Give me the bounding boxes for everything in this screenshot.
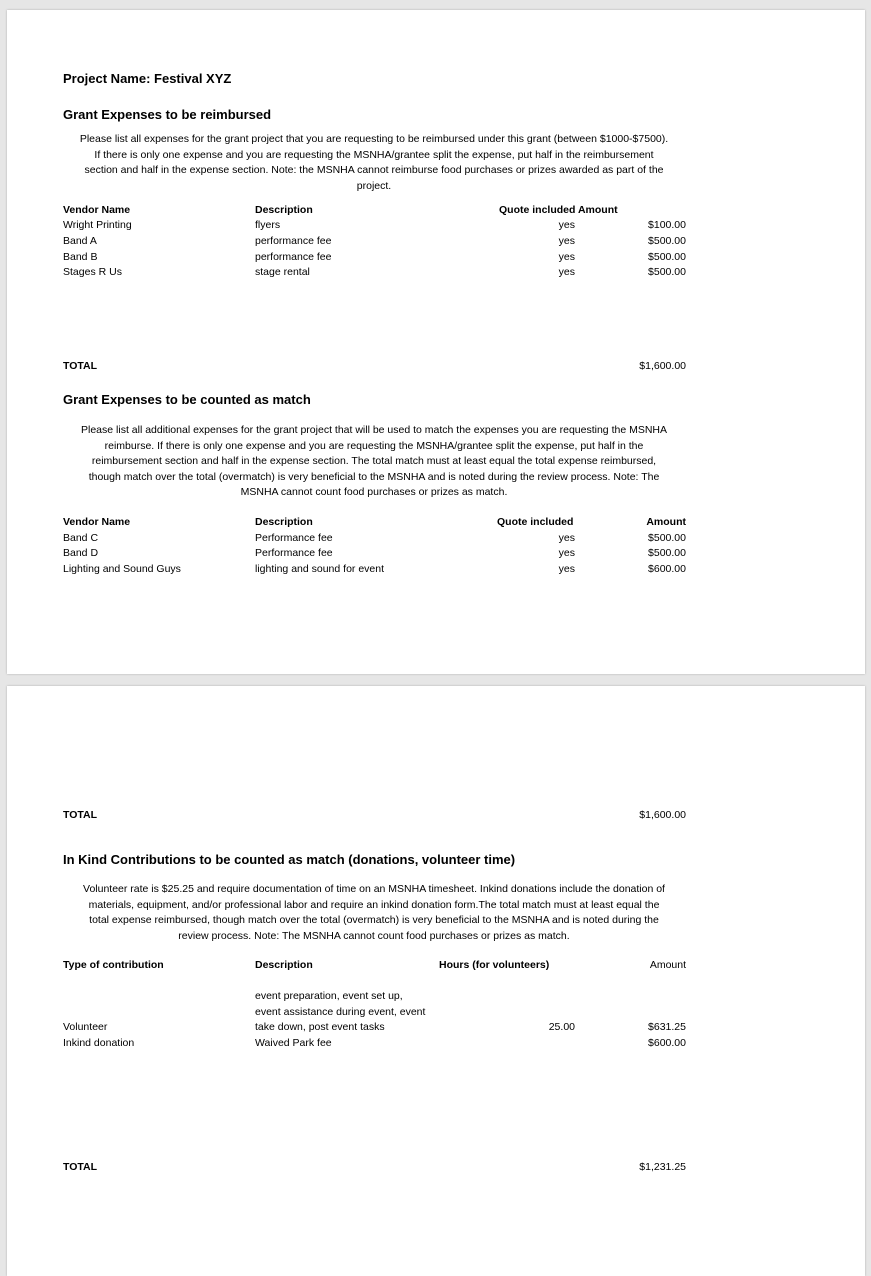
header-type-of-contribution: Type of contribution — [63, 959, 164, 971]
header-description: Description — [255, 204, 313, 216]
project-name: Project Name: Festival XYZ — [63, 71, 232, 86]
instruction-line: total expense reimbursed, though match over the total (overmatch) is very beneficial to the MSNHA and is noted during the — [89, 914, 659, 926]
amount-cell: $500.00 — [648, 266, 686, 278]
description-cell: Performance fee — [255, 532, 333, 544]
instruction-line: materials, equipment, and/or professional labor and require an inkind donation form.The total match must at least equal the — [88, 898, 660, 911]
description-line: event preparation, event set up, — [255, 990, 403, 1002]
total-value: $1,600.00 — [639, 809, 686, 821]
instruction-line: If there is only one expense and you are requesting the MSNHA/grantee split the expense, put half in the reimbursement — [94, 148, 654, 161]
description-cell — [255, 989, 425, 1036]
vendor-cell: Stages R Us — [63, 266, 122, 278]
type-cell: Inkind donation — [63, 1037, 135, 1049]
instructions-match — [47, 423, 701, 501]
header-hours: Hours (for volunteers) — [439, 959, 550, 971]
instruction-line: project. — [356, 179, 392, 192]
document-page-1 — [7, 10, 865, 674]
amount-cell: $600.00 — [648, 563, 686, 575]
amount-cell: $631.25 — [648, 1021, 686, 1033]
header-quote-amount: Quote included Amount — [499, 204, 618, 216]
header-amount: Amount — [646, 516, 686, 528]
section-title-inkind: In Kind Contributions to be counted as match (donations, volunteer time) — [63, 852, 516, 867]
total-label: TOTAL — [63, 1161, 98, 1173]
total-value: $1,600.00 — [639, 360, 686, 372]
amount-cell: $500.00 — [648, 251, 686, 263]
document-page-2 — [7, 686, 865, 1276]
vendor-cell: Lighting and Sound Guys — [63, 563, 181, 575]
quote-cell: yes — [558, 563, 575, 575]
quote-cell: yes — [558, 235, 575, 247]
description-line: event assistance during event, event — [255, 1005, 426, 1018]
instruction-line: reimburse. If there is only one expense and you are requesting the MSNHA/grantee split the expense, put half in the — [104, 439, 644, 452]
instructions-reimbursed — [47, 132, 701, 194]
description-cell: lighting and sound for event — [255, 563, 385, 575]
vendor-cell: Band B — [63, 251, 98, 263]
header-quote-included: Quote included — [497, 516, 574, 528]
vendor-cell: Band C — [63, 532, 99, 544]
quote-cell: yes — [558, 251, 575, 263]
vendor-cell: Band D — [63, 547, 99, 559]
header-vendor-name: Vendor Name — [63, 204, 131, 216]
instruction-line: review process. Note: The MSNHA cannot count food purchases or prizes as match. — [178, 929, 570, 942]
description-cell: performance fee — [255, 251, 332, 263]
total-value: $1,231.25 — [639, 1161, 686, 1173]
amount-cell: $600.00 — [648, 1037, 686, 1049]
description-line: take down, post event tasks — [255, 1021, 385, 1033]
instruction-line: though match over the total (overmatch) is very beneficial to the MSNHA and is noted during the review process. Note: The — [88, 470, 660, 483]
section-title-match: Grant Expenses to be counted as match — [63, 392, 311, 407]
instruction-line: Volunteer rate is $25.25 and require documentation of time on an MSNHA timesheet. Inkind donations include the donation of — [83, 883, 665, 895]
total-label: TOTAL — [63, 360, 98, 372]
type-cell: Volunteer — [63, 1021, 108, 1033]
instruction-line: section and half in the expense section. Note: the MSNHA cannot reimburse food purchases or prizes awarded as part of the — [84, 164, 664, 176]
instruction-line: reimbursement section and half in the expense section. The total match must at least equal the total expense reimbursed, — [91, 455, 657, 467]
description-cell: flyers — [255, 219, 281, 231]
description-cell: Waived Park fee — [255, 1037, 332, 1049]
vendor-cell: Wright Printing — [63, 219, 132, 231]
amount-cell: $100.00 — [648, 219, 686, 231]
amount-cell: $500.00 — [648, 235, 686, 247]
amount-cell: $500.00 — [648, 547, 686, 559]
description-cell: Performance fee — [255, 547, 333, 559]
instruction-line: Please list all expenses for the grant project that you are requesting to be reimbursed under this grant (between $1000-$7500). — [79, 133, 669, 145]
total-label: TOTAL — [63, 809, 98, 821]
amount-cell: $500.00 — [648, 532, 686, 544]
header-vendor-name: Vendor Name — [63, 516, 131, 528]
section-title-reimbursed: Grant Expenses to be reimbursed — [63, 107, 272, 122]
description-cell: performance fee — [255, 235, 332, 247]
vendor-cell: Band A — [63, 235, 97, 247]
header-description: Description — [255, 516, 313, 528]
instruction-line: MSNHA cannot count food purchases or prizes as match. — [240, 486, 508, 498]
hours-cell: 25.00 — [548, 1021, 575, 1033]
instructions-inkind — [47, 882, 701, 944]
quote-cell: yes — [558, 547, 575, 559]
description-cell: stage rental — [255, 266, 310, 278]
quote-cell: yes — [558, 532, 575, 544]
quote-cell: yes — [558, 266, 575, 278]
header-amount: Amount — [649, 959, 686, 971]
instruction-line: Please list all additional expenses for the grant project that will be used to match the expenses you are requesting the MSNHA — [81, 424, 667, 436]
quote-cell: yes — [558, 219, 575, 231]
header-description: Description — [255, 959, 313, 971]
